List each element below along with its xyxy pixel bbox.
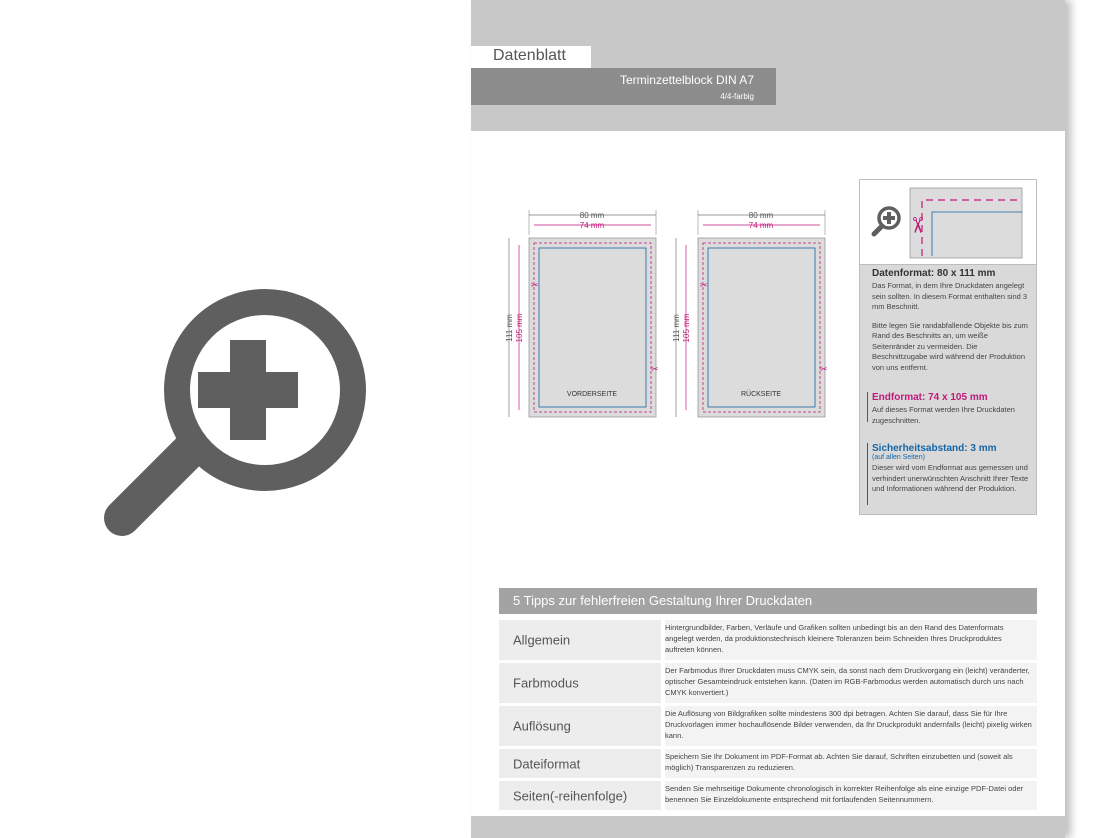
safety-title: Sicherheitsabstand: 3 mm [872,443,997,454]
zoom-in-icon[interactable] [100,280,370,550]
back-width-outer: 80 mm [748,211,774,220]
format-info-box [859,179,1037,515]
datasheet-tab [471,46,591,68]
safety-text: Dieser wird vom Endformat aus gemessen und verhindert unerwünschten Anschnitt Ihrer Texte und Informationen während der Produktion. [872,463,1029,493]
front-width-outer: 80 mm [579,211,605,220]
tips-header [499,588,1037,614]
tip-row-page-order [499,781,1037,810]
end-format-text: Auf dieses Format werden Ihre Druckdaten zugeschnitten. [872,405,1015,425]
footer-band [471,816,1065,838]
end-format-title: Endformat: 74 x 105 mm [872,392,988,403]
tip-text: Speichern Sie Ihr Dokument im PDF-Format ab. Achten Sie darauf, Schriften einzubetten und (soweit als möglich) Transparenzen zu reduzieren. [665,752,1013,772]
tip-text: Die Auflösung von Bildgrafiken sollte mindestens 300 dpi betragen. Achten Sie darauf, dass Sie für Ihre Druckvorlagen immer hochauflösende Bilder verwenden, da Ihr Druckprodukt andernfalls (leicht) pixelig wirken kann. [665,709,1032,740]
small-zoom-in-icon[interactable] [874,208,899,234]
tips-title: 5 Tipps zur fehlerfreien Gestaltung Ihrer Druckdaten [513,593,813,608]
tip-row-file-format [499,749,1037,778]
safety-subtitle: (auf allen Seiten) [872,454,925,461]
product-subtitle: 4/4-farbig [720,92,754,101]
scissors-mark-icon: ✂ [700,280,708,290]
back-height-inner: 105 mm [682,313,691,343]
tip-label: Auflösung [513,718,571,734]
back-width-inner: 74 mm [748,221,774,230]
front-height-inner: 105 mm [515,313,524,343]
back-height-outer: 111 mm [672,314,681,342]
safety-margin-section [872,443,1032,495]
product-title-bar [471,68,776,105]
scissors-mark-icon: ✂ [820,364,828,374]
tip-row-general [499,620,1037,660]
scissors-mark-icon: ✂ [651,364,659,374]
format-detail-thumbnail [860,180,1036,265]
format-diagram [501,205,831,425]
datasheet-page [471,0,1065,838]
data-format-text1: Das Format, in dem Ihre Druckdaten angelegt sein sollten. In diesem Format enthalten sind 3 mm Beschnitt. [872,281,1028,311]
tip-label: Allgemein [513,632,571,648]
tip-label: Seiten(-reihenfolge) [513,788,628,803]
data-format-section [872,268,1032,373]
front-width-inner: 74 mm [579,221,605,230]
scissors-icon: ✂ [905,216,930,235]
tip-text: Der Farbmodus Ihrer Druckdaten muss CMYK sein, da sonst nach dem Druckvorgang ein (leicht) veränderter, optischer Gesamteindruck entstehen kann. (Daten im RGB-Farbmodus werden automatisch durch uns nach CMYK konvertiert.) [665,666,1030,697]
tip-text: Senden Sie mehrseitige Dokumente chronologisch in korrekter Reihenfolge als eine einzige PDF-Datei oder benennen Sie Einzeldokumente entsprechend mit fortlaufenden Seitennummern. [665,784,1024,804]
product-title: Terminzettelblock DIN A7 [619,73,754,87]
front-page-diagram [505,210,659,417]
scissors-mark-icon: ✂ [531,280,539,290]
front-page-label: VORDERSEITE [566,391,618,398]
datasheet-tab-label: Datenblatt [493,47,566,64]
end-format-section [872,392,1032,426]
tip-label: Farbmodus [513,675,579,691]
back-page-diagram [672,210,828,417]
data-format-title: Datenformat: 80 x 111 mm [872,268,996,279]
back-page-label: RÜCKSEITE [740,391,782,398]
data-format-text2: Bitte legen Sie randabfallende Objekte bis zum Rand des Beschnitts an, um weiße Seitenränder zu vermeiden. Die Beschnittzugabe wird während der Produktion von uns entfernt. [872,320,1028,372]
tip-row-color-mode [499,663,1037,703]
tip-label: Dateiformat [513,756,581,771]
front-height-outer: 111 mm [505,314,514,342]
tip-text: Hintergrundbilder, Farben, Verläufe und Grafiken sollten unbedingt bis an den Rand des Datenformats angelegt werden, da produktionstechnisch kleinere Toleranzen beim Schneiden Ihres Druckproduktes auftreten können. [665,623,1004,654]
tip-row-resolution [499,706,1037,746]
